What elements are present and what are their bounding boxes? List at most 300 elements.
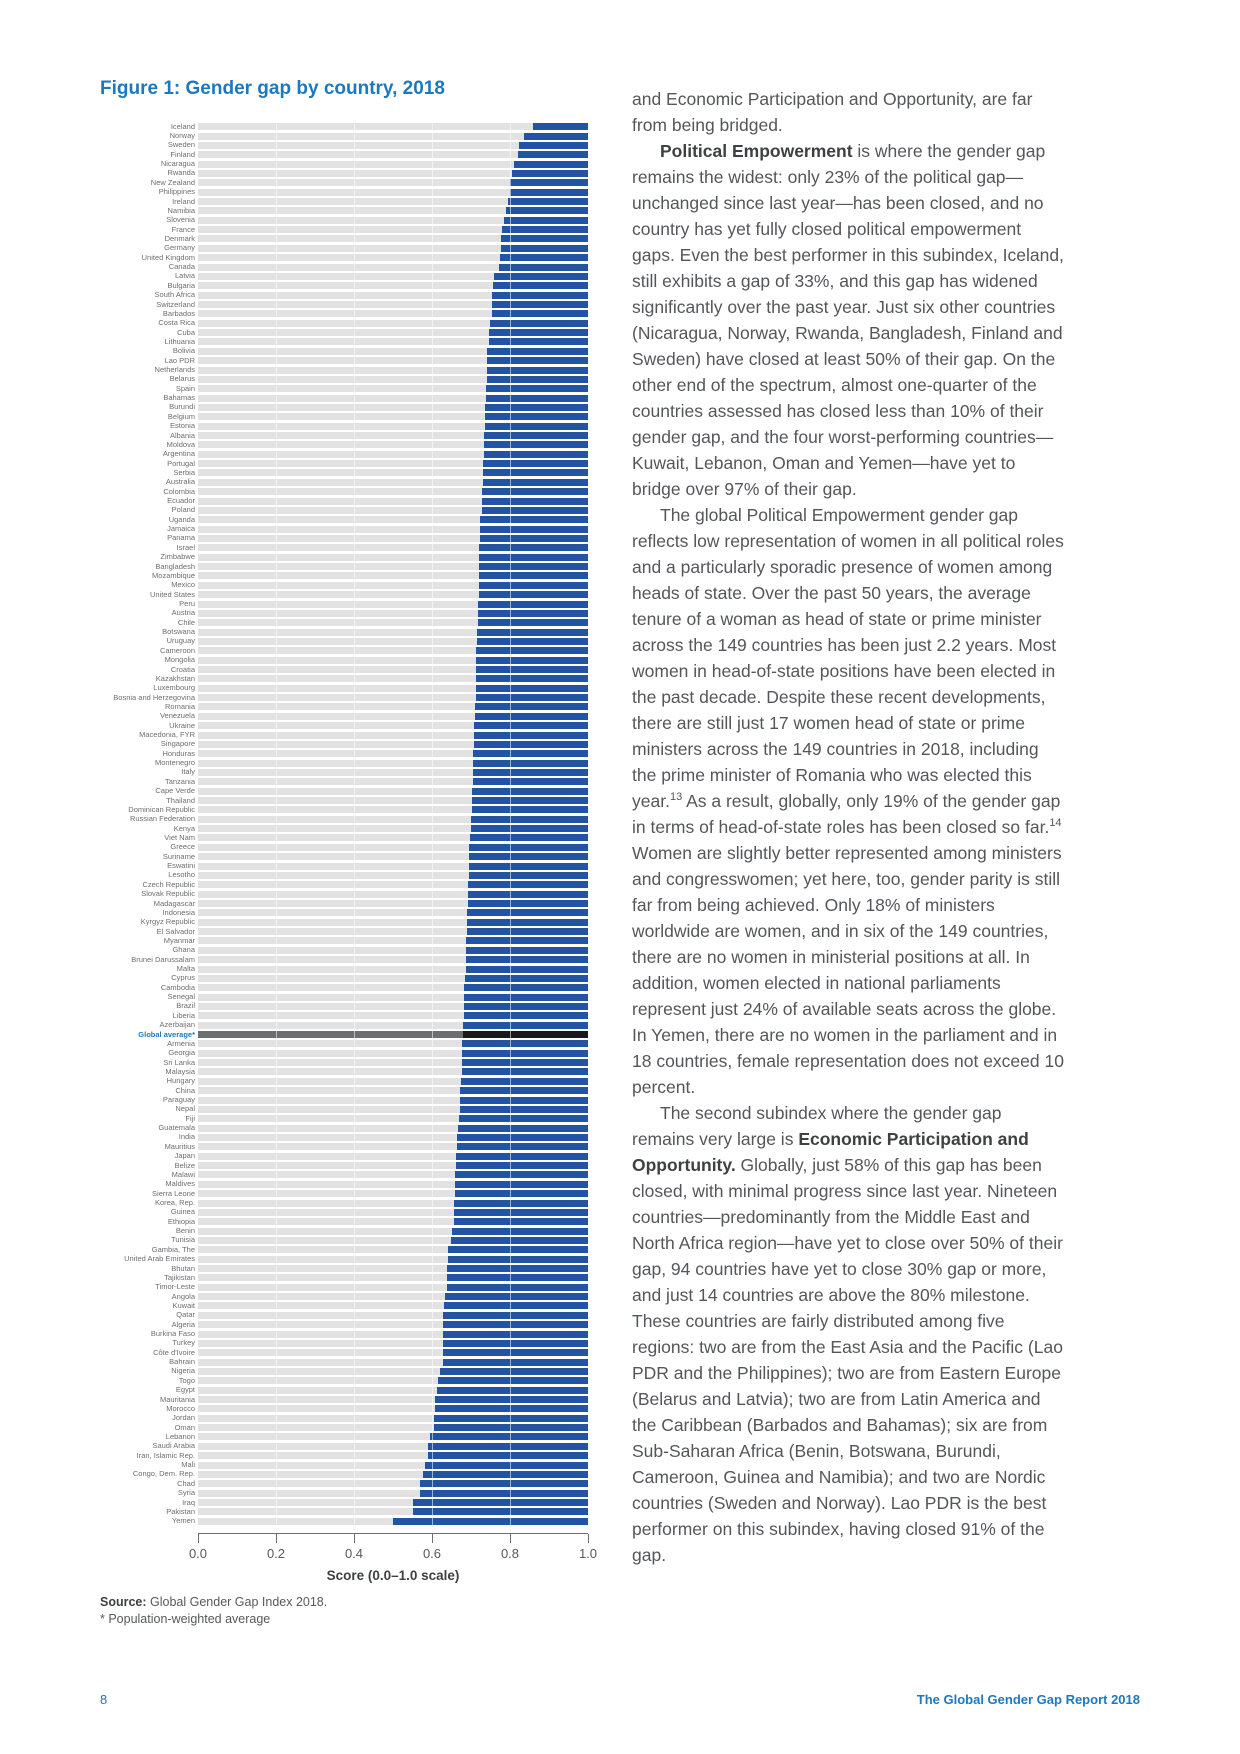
bar-remaining-gap bbox=[524, 133, 588, 140]
country-label: Kyrgyz Republic bbox=[140, 917, 195, 927]
country-label: Gambia, The bbox=[151, 1244, 195, 1254]
bar-track bbox=[198, 891, 588, 898]
chart-row bbox=[80, 328, 588, 337]
source-line bbox=[100, 1594, 327, 1611]
bar-remaining-gap bbox=[466, 956, 588, 963]
chart-row bbox=[80, 169, 588, 178]
chart-row bbox=[80, 702, 588, 711]
chart-row bbox=[80, 758, 588, 767]
chart-row bbox=[80, 468, 588, 477]
bar-remaining-gap bbox=[476, 675, 588, 682]
bar-track bbox=[198, 516, 588, 523]
bar-track bbox=[198, 282, 588, 289]
country-label: South Africa bbox=[154, 290, 195, 300]
bar-track bbox=[198, 1424, 588, 1431]
chart-row bbox=[80, 1208, 588, 1217]
chart-row-global-average bbox=[80, 1030, 588, 1039]
chart-rows bbox=[80, 122, 588, 1526]
bar-remaining-gap bbox=[435, 1405, 588, 1412]
bar-track bbox=[198, 1106, 588, 1113]
bar-score-closed bbox=[198, 1480, 420, 1487]
bar-score-closed bbox=[198, 1200, 454, 1207]
chart-row bbox=[80, 431, 588, 440]
country-label: Belarus bbox=[169, 374, 195, 384]
chart-row bbox=[80, 1348, 588, 1357]
country-label: Jordan bbox=[172, 1413, 195, 1423]
chart-row bbox=[80, 1470, 588, 1479]
bar-score-closed bbox=[198, 928, 467, 935]
bar-track bbox=[198, 1274, 588, 1281]
bar-score-closed bbox=[198, 1349, 443, 1356]
page-number: 8 bbox=[100, 1692, 108, 1707]
chart-row bbox=[80, 655, 588, 664]
chart-row bbox=[80, 290, 588, 299]
chart-row bbox=[80, 1180, 588, 1189]
bar-remaining-gap bbox=[472, 806, 588, 813]
country-label: Rwanda bbox=[167, 168, 195, 178]
country-label: Yemen bbox=[171, 1516, 195, 1526]
bar-remaining-gap bbox=[437, 1387, 588, 1394]
country-label: Japan bbox=[174, 1151, 195, 1161]
bar-remaining-gap bbox=[474, 741, 588, 748]
bar-track bbox=[198, 1143, 588, 1150]
country-label: Serbia bbox=[173, 467, 195, 477]
country-label: Cambodia bbox=[160, 982, 195, 992]
bar-score-closed bbox=[198, 451, 484, 458]
bar-track bbox=[198, 975, 588, 982]
bar-remaining-gap bbox=[467, 919, 588, 926]
bar-score-closed bbox=[198, 1218, 454, 1225]
bar-track bbox=[198, 413, 588, 420]
country-label: Congo, Dem. Rep. bbox=[132, 1469, 195, 1479]
bar-track bbox=[198, 703, 588, 710]
bar-remaining-gap bbox=[456, 1153, 588, 1160]
bar-track bbox=[198, 834, 588, 841]
bar-remaining-gap bbox=[393, 1518, 588, 1525]
country-label: Uruguay bbox=[166, 636, 195, 646]
country-label: Austria bbox=[171, 608, 195, 618]
bar-remaining-gap bbox=[468, 900, 588, 907]
bar-score-closed bbox=[198, 535, 480, 542]
chart-row bbox=[80, 1058, 588, 1067]
bar-remaining-gap bbox=[510, 179, 588, 186]
chart-row bbox=[80, 478, 588, 487]
bar-track bbox=[198, 797, 588, 804]
bar-score-closed bbox=[198, 1256, 448, 1263]
country-label: Ethiopia bbox=[167, 1216, 195, 1226]
bar-track bbox=[198, 235, 588, 242]
bar-track bbox=[198, 451, 588, 458]
chart-row bbox=[80, 1460, 588, 1469]
bar-track bbox=[198, 367, 588, 374]
bar-remaining-gap bbox=[468, 881, 588, 888]
bar-remaining-gap bbox=[501, 245, 588, 252]
bar-track bbox=[198, 1396, 588, 1403]
bar-track bbox=[198, 657, 588, 664]
bar-track bbox=[198, 863, 588, 870]
bar-remaining-gap bbox=[482, 488, 588, 495]
chart-row bbox=[80, 141, 588, 150]
bar-score-closed bbox=[198, 123, 533, 130]
chart-row bbox=[80, 403, 588, 412]
bar-remaining-gap bbox=[484, 441, 588, 448]
bar-score-closed bbox=[198, 1331, 443, 1338]
source-label: Source: bbox=[100, 1595, 147, 1609]
bar-remaining-gap bbox=[533, 123, 588, 130]
bar-score-closed bbox=[198, 1462, 425, 1469]
bar-remaining-gap bbox=[448, 1246, 588, 1253]
bar-remaining-gap bbox=[508, 198, 588, 205]
body-paragraph: Political Empowerment is where the gender gap remains the widest: only 23% of the political gap—unchanged since last year—has been closed, and no country has yet fully closed political empowerment gaps. Even the best performer in this subindex, Iceland, still exhibits a gap of 33%, and this gap has widened significantly over the past year. Just six other countries (Nicaragua, Norway, Rwanda, Bangladesh, Finland and Sweden) have closed at least 50% of their gap. On the other end of the spectrum, almost one-quarter of the countries assessed has closed less than 10% of their gender gap, and the four worst-performing countries—Kuwait, Lebanon, Oman and Yemen—have yet to bridge over 97% of their gap. bbox=[632, 141, 1064, 499]
country-label: Burundi bbox=[169, 402, 195, 412]
country-label: Montenegro bbox=[154, 758, 195, 768]
bar-track bbox=[198, 151, 588, 158]
chart-row bbox=[80, 1339, 588, 1348]
bar-remaining-gap bbox=[506, 207, 588, 214]
bar-track bbox=[198, 1022, 588, 1029]
chart-row bbox=[80, 422, 588, 431]
country-label: El Salvador bbox=[156, 926, 195, 936]
bar-remaining-gap bbox=[485, 413, 588, 420]
country-label: Guatemala bbox=[158, 1123, 195, 1133]
bar-remaining-gap bbox=[455, 1181, 588, 1188]
chart-row bbox=[80, 1245, 588, 1254]
bar-score-closed bbox=[198, 235, 501, 242]
bar-remaining-gap bbox=[476, 666, 588, 673]
bar-remaining-gap bbox=[478, 610, 588, 617]
bar-track bbox=[198, 217, 588, 224]
bar-remaining-gap bbox=[466, 947, 588, 954]
chart-row bbox=[80, 1198, 588, 1207]
chart-row bbox=[80, 262, 588, 271]
bar-remaining-gap bbox=[464, 984, 588, 991]
bar-remaining-gap bbox=[420, 1480, 588, 1487]
bar-score-closed bbox=[198, 1012, 464, 1019]
bar-remaining-gap bbox=[428, 1452, 588, 1459]
chart-row bbox=[80, 880, 588, 889]
country-label: Nicaragua bbox=[160, 159, 195, 169]
axis-tick bbox=[354, 1534, 355, 1543]
chart-row bbox=[80, 253, 588, 262]
bar-score-closed bbox=[198, 619, 478, 626]
bar-score-closed bbox=[198, 385, 486, 392]
country-label: Guinea bbox=[170, 1207, 195, 1217]
chart-row bbox=[80, 992, 588, 1001]
bar-score-closed bbox=[198, 301, 492, 308]
chart-row bbox=[80, 1479, 588, 1488]
bar-track bbox=[198, 310, 588, 317]
country-label: Qatar bbox=[176, 1310, 195, 1320]
bar-remaining-gap bbox=[420, 1490, 588, 1497]
bar-score-closed bbox=[198, 1312, 443, 1319]
country-label: Brazil bbox=[176, 1001, 195, 1011]
bar-remaining-gap bbox=[448, 1256, 588, 1263]
country-label: Côte d'Ivoire bbox=[153, 1347, 195, 1357]
bar-track bbox=[198, 142, 588, 149]
bar-track bbox=[198, 526, 588, 533]
bar-track bbox=[198, 432, 588, 439]
bar-track bbox=[198, 273, 588, 280]
bar-track bbox=[198, 329, 588, 336]
chart-row bbox=[80, 908, 588, 917]
bar-remaining-gap bbox=[477, 629, 588, 636]
chart-row bbox=[80, 918, 588, 927]
bar-score-closed bbox=[198, 891, 468, 898]
bar-score-closed bbox=[198, 1293, 445, 1300]
bar-score-closed bbox=[198, 1143, 457, 1150]
x-axis-title: Score (0.0–1.0 scale) bbox=[326, 1567, 460, 1583]
bar-remaining-gap bbox=[479, 572, 588, 579]
bar-score-closed bbox=[198, 685, 476, 692]
bar-track bbox=[198, 1097, 588, 1104]
bar-score-closed bbox=[198, 694, 476, 701]
bar-track bbox=[198, 245, 588, 252]
bar-score-closed bbox=[198, 872, 469, 879]
bar-remaining-gap bbox=[447, 1265, 588, 1272]
bar-remaining-gap bbox=[479, 563, 588, 570]
gridline bbox=[432, 122, 433, 1526]
chart-row bbox=[80, 384, 588, 393]
bar-score-closed bbox=[198, 1059, 462, 1066]
axis-tick-label: 0.4 bbox=[344, 1545, 364, 1561]
chart-row bbox=[80, 1329, 588, 1338]
bar-track bbox=[198, 1087, 588, 1094]
bar-score-closed bbox=[198, 516, 480, 523]
bar-track bbox=[198, 872, 588, 879]
bar-remaining-gap bbox=[469, 863, 588, 870]
bar-score-closed bbox=[198, 1405, 435, 1412]
country-label: Nigeria bbox=[171, 1366, 195, 1376]
bar-track bbox=[198, 1246, 588, 1253]
bar-score-closed bbox=[198, 1050, 462, 1057]
bar-remaining-gap bbox=[467, 928, 588, 935]
page-footer bbox=[100, 1692, 1140, 1707]
bar-remaining-gap bbox=[484, 451, 588, 458]
chart-row bbox=[80, 272, 588, 281]
country-label: Syria bbox=[177, 1488, 195, 1498]
chart-row bbox=[80, 553, 588, 562]
country-label: Costa Rica bbox=[158, 318, 195, 328]
bar-track bbox=[198, 713, 588, 720]
country-label: United States bbox=[149, 589, 195, 599]
bar-remaining-gap bbox=[463, 1031, 588, 1038]
bar-track bbox=[198, 1312, 588, 1319]
country-label: Sri Lanka bbox=[163, 1057, 195, 1067]
bar-track bbox=[198, 1050, 588, 1057]
country-label: Malawi bbox=[171, 1169, 195, 1179]
bar-score-closed bbox=[198, 1284, 447, 1291]
bar-track bbox=[198, 1443, 588, 1450]
country-label: Malta bbox=[176, 964, 195, 974]
bar-score-closed bbox=[198, 1443, 428, 1450]
chart-row bbox=[80, 1236, 588, 1245]
bar-score-closed bbox=[198, 610, 478, 617]
bar-track bbox=[198, 320, 588, 327]
bar-track bbox=[198, 1499, 588, 1506]
bar-track bbox=[198, 535, 588, 542]
bar-track bbox=[198, 666, 588, 673]
bar-score-closed bbox=[198, 544, 479, 551]
bar-track bbox=[198, 1368, 588, 1375]
country-label: United Arab Emirates bbox=[124, 1254, 195, 1264]
chart-row bbox=[80, 496, 588, 505]
bar-track bbox=[198, 994, 588, 1001]
bar-score-closed bbox=[198, 1040, 462, 1047]
chart-row bbox=[80, 543, 588, 552]
chart-row bbox=[80, 1021, 588, 1030]
bar-track bbox=[198, 1508, 588, 1515]
bar-remaining-gap bbox=[461, 1078, 588, 1085]
chart-row bbox=[80, 590, 588, 599]
chart-row bbox=[80, 599, 588, 608]
chart-row bbox=[80, 1133, 588, 1142]
bar-remaining-gap bbox=[482, 507, 588, 514]
bar-score-closed bbox=[198, 1209, 454, 1216]
chart-row bbox=[80, 693, 588, 702]
bar-score-closed bbox=[198, 151, 518, 158]
chart-row bbox=[80, 1077, 588, 1086]
bar-score-closed bbox=[198, 1499, 413, 1506]
country-label: Macedonia, FYR bbox=[139, 730, 195, 740]
country-label: Hungary bbox=[166, 1076, 195, 1086]
bar-remaining-gap bbox=[463, 1022, 588, 1029]
bar-score-closed bbox=[198, 413, 485, 420]
country-label: Argentina bbox=[162, 449, 195, 459]
chart-row bbox=[80, 777, 588, 786]
country-label: Armenia bbox=[167, 1038, 195, 1048]
bar-score-closed bbox=[198, 264, 499, 271]
bar-remaining-gap bbox=[454, 1218, 588, 1225]
chart-row bbox=[80, 964, 588, 973]
country-label: Azerbaijan bbox=[159, 1020, 195, 1030]
country-label: Iraq bbox=[182, 1497, 195, 1507]
bar-score-closed bbox=[198, 601, 478, 608]
country-label: Lesotho bbox=[168, 870, 195, 880]
bar-score-closed bbox=[198, 863, 469, 870]
bar-track bbox=[198, 207, 588, 214]
bar-score-closed bbox=[198, 161, 514, 168]
chart-row bbox=[80, 861, 588, 870]
bar-track bbox=[198, 198, 588, 205]
chart-row bbox=[80, 524, 588, 533]
bar-remaining-gap bbox=[487, 367, 588, 374]
bar-score-closed bbox=[198, 1359, 443, 1366]
country-label: Cape Verde bbox=[155, 786, 195, 796]
chart-row bbox=[80, 1170, 588, 1179]
bar-track bbox=[198, 1153, 588, 1160]
bar-remaining-gap bbox=[480, 526, 588, 533]
bar-track bbox=[198, 1415, 588, 1422]
chart-row bbox=[80, 1395, 588, 1404]
chart-row bbox=[80, 1517, 588, 1526]
country-label: Norway bbox=[169, 131, 195, 141]
bar-remaining-gap bbox=[454, 1209, 588, 1216]
bar-track bbox=[198, 404, 588, 411]
chart-row bbox=[80, 927, 588, 936]
bar-track bbox=[198, 1265, 588, 1272]
bar-remaining-gap bbox=[476, 694, 588, 701]
bar-remaining-gap bbox=[444, 1302, 588, 1309]
country-label: Global average* bbox=[138, 1029, 195, 1039]
bar-remaining-gap bbox=[478, 601, 588, 608]
footer-report-title: The Global Gender Gap Report 2018 bbox=[916, 1692, 1140, 1707]
country-label: Brunei Darussalam bbox=[131, 954, 195, 964]
chart-row bbox=[80, 450, 588, 459]
bar-score-closed bbox=[198, 572, 479, 579]
country-label: Eswatini bbox=[167, 861, 195, 871]
bar-track bbox=[198, 638, 588, 645]
axis-tick bbox=[510, 1534, 511, 1543]
bar-remaining-gap bbox=[443, 1359, 588, 1366]
bar-score-closed bbox=[198, 666, 476, 673]
country-label: Iceland bbox=[170, 121, 195, 131]
bar-remaining-gap bbox=[443, 1321, 588, 1328]
axis-tick bbox=[198, 1534, 199, 1543]
country-label: Albania bbox=[169, 430, 195, 440]
country-label: Venezuela bbox=[159, 711, 195, 721]
bar-score-closed bbox=[198, 984, 464, 991]
country-label: Lebanon bbox=[165, 1431, 195, 1441]
bar-score-closed bbox=[198, 966, 466, 973]
chart-row bbox=[80, 459, 588, 468]
bar-score-closed bbox=[198, 432, 484, 439]
bar-track bbox=[198, 507, 588, 514]
bar-score-closed bbox=[198, 142, 519, 149]
chart-row bbox=[80, 216, 588, 225]
chart-row bbox=[80, 899, 588, 908]
country-label: Bolivia bbox=[172, 346, 195, 356]
bar-track bbox=[198, 1490, 588, 1497]
bar-track bbox=[198, 816, 588, 823]
country-label: Mauritania bbox=[159, 1394, 195, 1404]
chart-row bbox=[80, 1386, 588, 1395]
chart-row bbox=[80, 833, 588, 842]
country-label: Mongolia bbox=[164, 655, 195, 665]
chart-row bbox=[80, 787, 588, 796]
bar-remaining-gap bbox=[512, 170, 588, 177]
bar-remaining-gap bbox=[447, 1274, 588, 1281]
country-label: Morocco bbox=[166, 1403, 195, 1413]
country-label: Bhutan bbox=[171, 1263, 195, 1273]
country-label: United Kingdom bbox=[141, 252, 195, 262]
bar-track bbox=[198, 254, 588, 261]
chart-row bbox=[80, 347, 588, 356]
chart-row bbox=[80, 889, 588, 898]
chart-row bbox=[80, 337, 588, 346]
country-label: Moldova bbox=[166, 439, 195, 449]
bar-remaining-gap bbox=[510, 189, 588, 196]
bar-remaining-gap bbox=[489, 338, 588, 345]
chart-row bbox=[80, 1404, 588, 1413]
gridline bbox=[510, 122, 511, 1526]
country-label: Senegal bbox=[167, 992, 195, 1002]
country-label: Belgium bbox=[167, 411, 195, 421]
chart-row bbox=[80, 1367, 588, 1376]
chart-row bbox=[80, 665, 588, 674]
chart-row bbox=[80, 1264, 588, 1273]
country-label: Kazakhstan bbox=[155, 673, 195, 683]
chart-row bbox=[80, 740, 588, 749]
bar-score-closed bbox=[198, 526, 480, 533]
country-label: Botswana bbox=[162, 627, 195, 637]
bar-track bbox=[198, 1078, 588, 1085]
country-label: Benin bbox=[175, 1226, 195, 1236]
chart-row bbox=[80, 122, 588, 131]
bar-score-closed bbox=[198, 647, 476, 654]
bar-track bbox=[198, 1302, 588, 1309]
country-label: Romania bbox=[164, 701, 195, 711]
country-label: Iran, Islamic Rep. bbox=[136, 1450, 195, 1460]
